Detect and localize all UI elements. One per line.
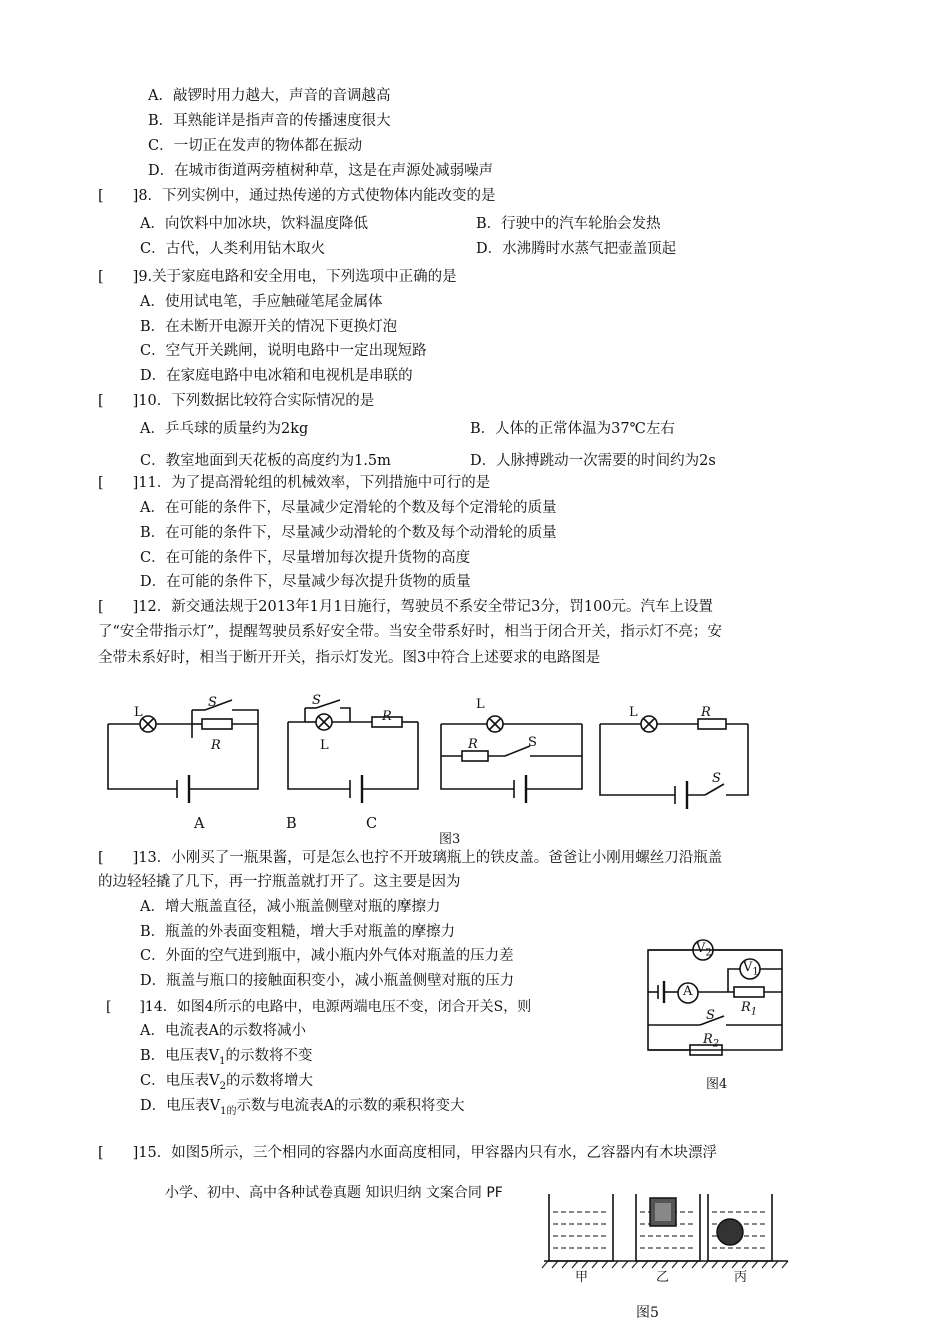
q9-option-d: D．在家庭电路中电冰箱和电视机是串联的 — [140, 368, 413, 384]
fig4-switch-label: S — [706, 1008, 715, 1023]
q13-option-b: B．瓶盖的外表面变粗糙，增大手对瓶盖的摩擦力 — [140, 924, 456, 940]
circuit-b — [288, 700, 418, 803]
q8-option-c: C．古代，人类利用钻木取火 — [140, 241, 326, 257]
q11-stem: [ ]11．为了提高滑轮组的机械效率，下列措施中可行的是 — [98, 475, 491, 491]
fig3-label-a: A — [194, 816, 205, 832]
q12-line-2: 了“安全带指示灯”，提醒驾驶员系好安全带。当安全带系好时，相当于闭合开关，指示灯不亮；安 — [98, 624, 722, 640]
fig4-v1-label: $V_1$ — [743, 960, 759, 978]
q9-stem: [ ]9.关于家庭电路和安全用电，下列选项中正确的是 — [98, 269, 457, 285]
wooden-block-texture — [655, 1203, 671, 1221]
fig3a-lamp-label: L — [134, 705, 143, 720]
q11-option-b: B．在可能的条件下，尽量减少动滑轮的个数及每个动滑轮的质量 — [140, 525, 557, 541]
fig5-label-jia: 甲 — [575, 1270, 589, 1285]
fig3c-switch-label: S — [528, 735, 537, 750]
q10-option-a: A．乒乓球的质量约为2kg — [140, 421, 309, 437]
fig3b-switch-label: S — [312, 693, 321, 708]
fig3-label-b: B — [286, 816, 297, 832]
fig4-r2-label: $R_2$ — [703, 1032, 720, 1050]
footer-text: 小学、初中、高中各种试卷真题 知识归纳 文案合同 PF — [165, 1185, 503, 1201]
q14-option-b: B．电压表$V_1$的示数将不变 — [140, 1048, 313, 1067]
q10-option-c: C．教室地面到天花板的高度约为1.5m — [140, 453, 391, 469]
q11-option-d: D．在可能的条件下，尽量减少每次提升货物的质量 — [140, 574, 471, 590]
figure-5-containers — [542, 1194, 788, 1268]
fig4-ammeter-label: A — [683, 984, 693, 999]
wooden-block — [650, 1198, 676, 1226]
fig3d-lamp-label: L — [629, 705, 638, 720]
q11-option-a: A．在可能的条件下，尽量减少定滑轮的个数及每个定滑轮的质量 — [140, 500, 557, 516]
circuit-c — [441, 716, 582, 803]
circuit-a — [108, 700, 258, 803]
circuit-d — [600, 716, 748, 809]
fig3a-resistor-label: R — [211, 738, 221, 753]
q14-option-a: A．电流表A的示数将减小 — [140, 1023, 306, 1039]
q10-stem: [ ]10．下列数据比较符合实际情况的是 — [98, 393, 375, 409]
fig3-caption: 图3 — [439, 832, 461, 847]
q7-option-c: C．一切正在发声的物体都在振动 — [148, 138, 363, 154]
fig4-v2-label: $V_2$ — [696, 941, 712, 959]
fig3d-switch-label: S — [712, 771, 721, 786]
fig3c-resistor-label: R — [468, 737, 478, 752]
q10-option-d: D．人脉搏跳动一次需要的时间约为2s — [470, 453, 716, 469]
fig5-label-bing: 丙 — [734, 1270, 748, 1285]
q10-option-b: B．人体的正常体温为37℃左右 — [470, 421, 675, 437]
q13-line-1: [ ]13．小刚买了一瓶果酱，可是怎么也拧不开玻璃瓶上的铁皮盖。爸爸让小刚用螺丝刀沿瓶盖 — [98, 850, 723, 866]
q9-option-c: C．空气开关跳闸，说明电路中一定出现短路 — [140, 343, 427, 359]
q15-line-1: [ ]15．如图5所示，三个相同的容器内水面高度相同，甲容器内只有水，乙容器内有木块漂浮 — [98, 1145, 717, 1161]
fig5-label-yi: 乙 — [656, 1270, 670, 1285]
q9-option-b: B．在未断开电源开关的情况下更换灯泡 — [140, 319, 398, 335]
q12-line-3: 全带未系好时，相当于断开开关，指示灯发光。图3中符合上述要求的电路图是 — [98, 650, 601, 666]
fig3b-resistor-label: R — [382, 709, 392, 724]
q13-option-d: D．瓶盖与瓶口的接触面积变小，减小瓶盖侧壁对瓶的压力 — [140, 973, 515, 989]
sphere-object — [717, 1219, 743, 1245]
q13-option-a: A．增大瓶盖直径，减小瓶盖侧壁对瓶的摩擦力 — [140, 899, 441, 915]
fig3-label-c: C — [366, 816, 378, 832]
fig5-caption: 图5 — [636, 1305, 659, 1321]
fig4-r1-label: $R_1$ — [741, 1000, 758, 1018]
q9-option-a: A．使用试电笔，手应触碰笔尾金属体 — [140, 294, 383, 310]
q7-option-d: D．在城市街道两旁植树种草，这是在声源处减弱噪声 — [148, 163, 494, 179]
q13-line-2: 的边轻轻撬了几下，再一拧瓶盖就打开了。这主要是因为 — [98, 874, 461, 890]
q8-option-b: B．行驶中的汽车轮胎会发热 — [476, 216, 661, 232]
q14-option-d: D．电压表$V_{1的}$示数与电流表A的示数的乘积将变大 — [140, 1098, 465, 1117]
q8-option-a: A．向饮料中加冰块，饮料温度降低 — [140, 216, 368, 232]
q11-option-c: C．在可能的条件下，尽量增加每次提升货物的高度 — [140, 550, 471, 566]
q7-option-a: A．敲锣时用力越大，声音的音调越高 — [148, 88, 391, 104]
q7-option-b: B．耳熟能详是指声音的传播速度很大 — [148, 113, 391, 129]
q13-option-c: C．外面的空气进到瓶中，减小瓶内外气体对瓶盖的压力差 — [140, 948, 514, 964]
fig3a-switch-label: S — [208, 695, 217, 710]
q12-line-1: [ ]12．新交通法规于2013年1月1日施行，驾驶员不系安全带记3分，罚100元。汽车上设置 — [98, 599, 714, 615]
q14-option-c: C．电压表$V_2$的示数将增大 — [140, 1073, 313, 1092]
fig3d-resistor-label: R — [701, 705, 711, 720]
q14-stem: [ ]14．如图4所示的电路中，电源两端电压不变，闭合开关S，则 — [106, 999, 532, 1015]
fig3c-lamp-label: L — [476, 697, 485, 712]
q8-option-d: D．水沸腾时水蒸气把壶盖顶起 — [476, 241, 677, 257]
fig3b-lamp-label: L — [320, 738, 329, 753]
fig4-caption: 图4 — [706, 1077, 728, 1092]
q8-stem: [ ]8．下列实例中，通过热传递的方式使物体内能改变的是 — [98, 188, 496, 204]
